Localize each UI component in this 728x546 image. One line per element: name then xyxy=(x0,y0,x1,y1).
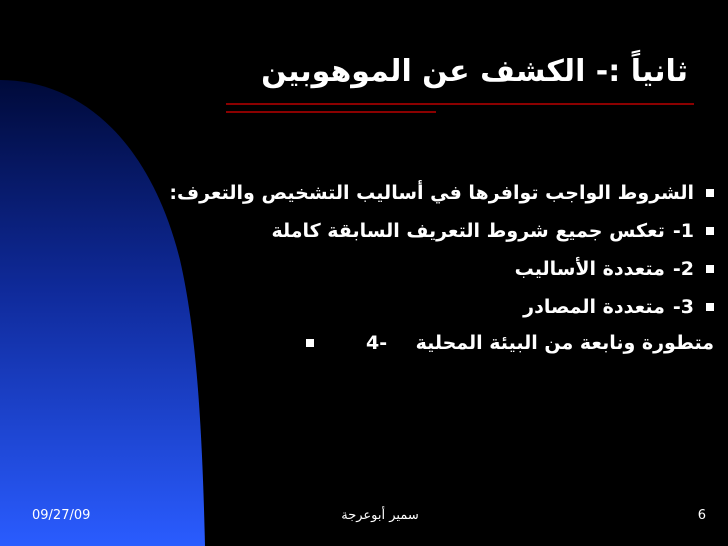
square-bullet-icon xyxy=(706,227,714,235)
bullet-number: 4- xyxy=(366,332,388,354)
bullet-item xyxy=(169,178,714,208)
square-bullet-icon xyxy=(306,339,314,347)
bullet-text: متطورة ونابعة من البيئة المحلية xyxy=(415,332,714,354)
bullet-text: الشروط الواجب توافرها في أساليب التشخيص والتعرف: xyxy=(169,182,694,204)
bullet-item xyxy=(515,254,714,284)
square-bullet-icon xyxy=(706,265,714,273)
bullet-item xyxy=(523,292,714,322)
bullet-text: متعددة الأساليب xyxy=(514,258,665,280)
footer-date: 09/27/09 xyxy=(32,508,91,523)
bullet-item xyxy=(271,216,714,246)
slide-number: 6 xyxy=(697,508,706,523)
footer-author: سمير أبوعرجة xyxy=(341,508,419,523)
bullet-text: تعكس جميع شروط التعريف السابقة كاملة xyxy=(271,220,665,242)
bullet-item xyxy=(0,328,714,358)
bullet-text: متعددة المصادر xyxy=(523,296,665,318)
bullet-number: 2- xyxy=(672,258,694,280)
slide-title: ثانياً :- الكشف عن الموهوبين xyxy=(261,54,688,89)
bullet-number: 1- xyxy=(672,220,694,242)
square-bullet-icon xyxy=(706,189,714,197)
bullet-number: 3- xyxy=(672,296,694,318)
square-bullet-icon xyxy=(706,303,714,311)
